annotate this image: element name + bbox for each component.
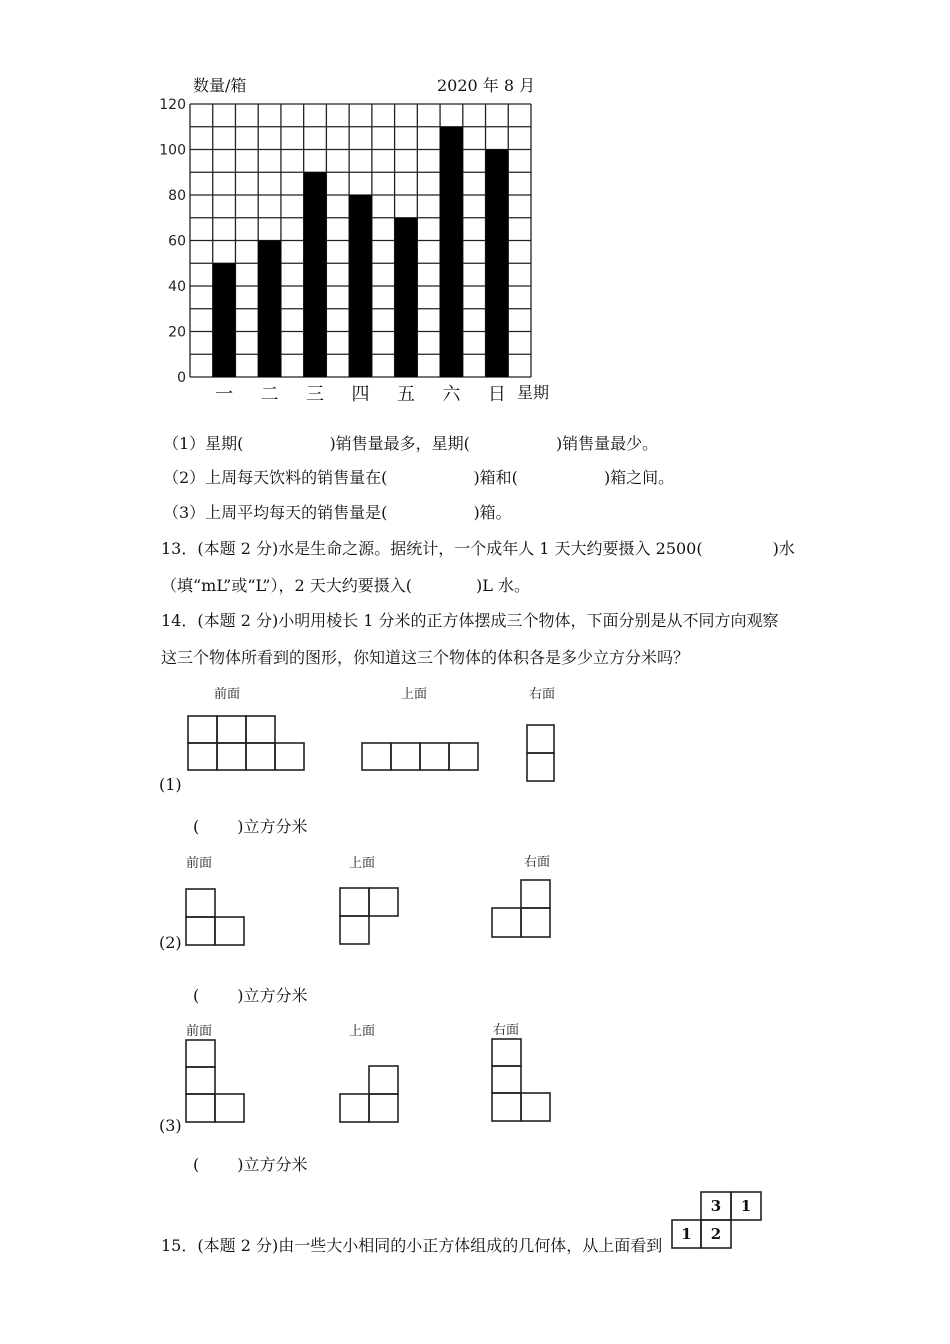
top-view-2: [340, 888, 398, 944]
q13-line-1: [161, 539, 795, 559]
q12-3-text-b: )箱。: [473, 503, 512, 522]
chart-date: 2020 年 8 月: [437, 76, 536, 95]
q12-2-text-a: （2）上周每天饮料的销售量在(: [163, 468, 388, 487]
y-tick-label: 20: [168, 324, 186, 341]
bar-7: [486, 150, 509, 378]
view-label-front-1: 前面: [214, 687, 241, 702]
q12-3-text-a: （3）上周平均每天的销售量是(: [163, 503, 388, 522]
view-label-right-3: 右面: [493, 1023, 520, 1038]
view-label-top-2: 上面: [349, 856, 376, 871]
q12-item-1: [163, 434, 658, 454]
y-tick-label: 100: [159, 142, 186, 159]
right-view-3: [492, 1039, 550, 1121]
x-tick-label: 四: [351, 384, 370, 405]
q12-1-text-b: )销售量最多，星期(: [329, 434, 470, 453]
q12-2-text-c: )箱之间。: [603, 468, 675, 487]
answer-unit: )立方分米: [237, 817, 308, 836]
q12-1-text-a: （1）星期(: [163, 434, 244, 453]
view-label-front-3: 前面: [186, 1024, 213, 1039]
q14-answer-1: [193, 817, 308, 837]
front-view-2: [186, 889, 244, 945]
top-view-1: [362, 743, 478, 770]
q15-grid-number: 3: [710, 1197, 722, 1215]
view-label-right-2: 右面: [524, 855, 551, 870]
q12-1-text-c: )销售量最少。: [555, 434, 659, 453]
q14-answer-2: [193, 986, 308, 1006]
chart-xlabel: 星期: [517, 383, 550, 402]
top-view-3: [340, 1066, 398, 1122]
y-tick-label: 0: [177, 370, 186, 386]
view-label-front-2: 前面: [186, 856, 213, 871]
chart-ylabel: 数量/箱: [193, 76, 247, 95]
paren-open: (: [193, 817, 200, 836]
view-label-top-1: 上面: [401, 687, 428, 702]
paren-open: (: [193, 1155, 200, 1174]
x-tick-label: 一: [215, 384, 234, 405]
q13-text-b: )水: [772, 539, 795, 558]
answer-unit: )立方分米: [237, 1155, 308, 1174]
q14-item-num-3: (3): [159, 1116, 182, 1135]
x-tick-label: 三: [306, 384, 325, 405]
bar-5: [395, 218, 418, 377]
right-view-1: [527, 725, 554, 781]
q12-2-text-b: )箱和(: [473, 468, 518, 487]
view-label-top-3: 上面: [349, 1024, 376, 1039]
y-tick-label: 120: [159, 97, 186, 113]
q13-line-2: [161, 576, 530, 596]
right-view-2: [492, 880, 550, 937]
answer-unit: )立方分米: [237, 986, 308, 1005]
q15-grid-number: 2: [710, 1225, 722, 1243]
front-view-1: [188, 716, 304, 770]
bar-6: [440, 127, 463, 377]
q12-item-3: [163, 503, 512, 523]
paren-open: (: [193, 986, 200, 1005]
q15-grid-number: 1: [681, 1225, 692, 1243]
bar-3: [304, 172, 327, 377]
y-tick-label: 40: [168, 279, 186, 295]
q13-text-a: 13．(本题 2 分)水是生命之源。据统计，一个成年人 1 天大约要摄入 2500(: [161, 539, 703, 558]
x-tick-label: 六: [442, 384, 461, 405]
chart-plot: [0, 0, 950, 420]
x-tick-label: 日: [487, 384, 506, 405]
q13-text-c: （填“mL”或“L”），2 天大约要摄入(: [161, 576, 412, 595]
q14-line-2: 这三个物体所看到的图形，你知道这三个物体的体积各是多少立方分米吗？: [161, 648, 690, 667]
q14-item-num-1: (1): [159, 775, 182, 794]
q13-text-d: )L 水。: [475, 576, 530, 595]
q15-grid-number: 1: [740, 1197, 752, 1215]
y-tick-label: 60: [168, 233, 186, 250]
bar-4: [349, 195, 372, 377]
q14-line-1: 14．(本题 2 分)小明用棱长 1 分米的正方体摆成三个物体，下面分别是从不同方向观察: [161, 611, 779, 630]
q12-item-2: [163, 468, 674, 488]
front-view-3: [186, 1040, 244, 1122]
y-tick-label: 80: [168, 188, 186, 204]
bar-1: [213, 263, 236, 377]
x-tick-label: 二: [260, 384, 279, 405]
view-label-right-1: 右面: [529, 687, 556, 702]
q14-answer-3: [193, 1155, 308, 1175]
q14-item-num-2: (2): [159, 933, 182, 952]
bar-2: [258, 241, 281, 378]
q15-text: 15．(本题 2 分)由一些大小相同的小正方体组成的几何体，从上面看到: [161, 1236, 663, 1255]
x-tick-label: 五: [396, 384, 415, 405]
